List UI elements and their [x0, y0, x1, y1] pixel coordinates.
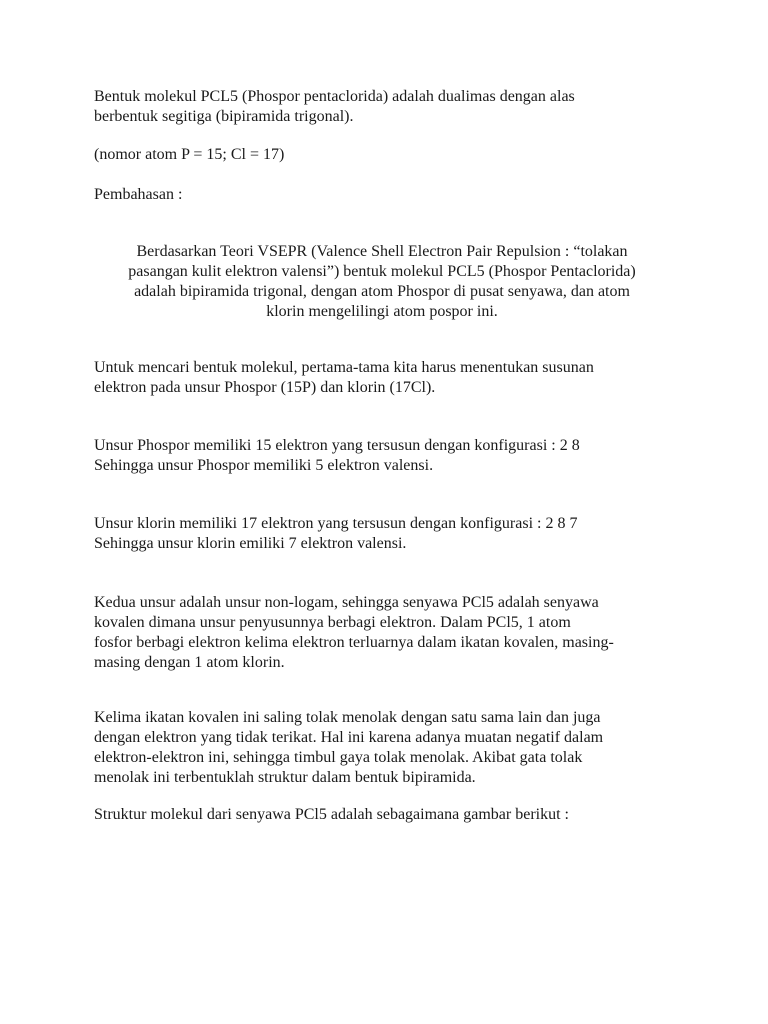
atomic-numbers-note [94, 145, 654, 165]
configuration-intro-line-1: Untuk mencari bentuk molekul, pertama-tama kita harus menentukan susunan [94, 359, 594, 376]
covalent-line-3: fosfor berbagi elektron kelima elektron terluarnya dalam ikatan kovalen, masing- [94, 634, 614, 651]
configuration-intro-paragraph [94, 358, 654, 398]
covalent-line-4: masing dengan 1 atom klorin. [94, 654, 285, 671]
section-heading [94, 185, 654, 205]
covalent-line-2: kovalen dimana unsur penyusunnya berbagi elektron. Dalam PCl5, 1 atom [94, 614, 571, 631]
covalent-paragraph [94, 593, 654, 673]
phosphorus-line-1: Unsur Phospor memiliki 15 elektron yang tersusun dengan konfigurasi : 2 8 [94, 437, 580, 454]
closing-paragraph [94, 805, 654, 825]
heading-text: Pembahasan : [94, 186, 183, 203]
chlorine-paragraph [94, 514, 654, 554]
chlorine-line-1: Unsur klorin memiliki 17 elektron yang tersusun dengan konfigurasi : 2 8 7 [94, 515, 578, 532]
vsepr-line-1: Berdasarkan Teori VSEPR (Valence Shell Electron Pair Repulsion : “tolakan [136, 243, 628, 260]
covalent-line-1: Kedua unsur adalah unsur non-logam, sehingga senyawa PCl5 adalah senyawa [94, 594, 599, 611]
phosphorus-line-2: Sehingga unsur Phospor memiliki 5 elektron valensi. [94, 457, 434, 474]
intro-paragraph [94, 87, 654, 127]
repulsion-paragraph [94, 708, 654, 788]
atomic-numbers-line: (nomor atom P = 15; Cl = 17) [94, 146, 285, 163]
vsepr-line-3: adalah bipiramida trigonal, dengan atom Phospor di pusat senyawa, dan atom [134, 283, 630, 300]
chlorine-line-2: Sehingga unsur klorin emiliki 7 elektron valensi. [94, 535, 407, 552]
vsepr-line-4: klorin mengelilingi atom pospor ini. [266, 303, 498, 320]
repulsion-line-3: elektron-elektron ini, sehingga timbul gaya tolak menolak. Akibat gata tolak [94, 749, 583, 766]
phosphorus-paragraph [94, 436, 654, 476]
closing-line: Struktur molekul dari senyawa PCl5 adalah sebagaimana gambar berikut : [94, 806, 569, 823]
configuration-intro-line-2: elektron pada unsur Phospor (15P) dan klorin (17Cl). [94, 379, 436, 396]
repulsion-line-2: dengan elektron yang tidak terikat. Hal ini karena adanya muatan negatif dalam [94, 729, 604, 746]
intro-line-2: berbentuk segitiga (bipiramida trigonal). [94, 108, 354, 125]
repulsion-line-4: menolak ini terbentuklah struktur dalam bentuk bipiramida. [94, 769, 476, 786]
intro-line-1: Bentuk molekul PCL5 (Phospor pentaclorida) adalah dualimas dengan alas [94, 88, 575, 105]
repulsion-line-1: Kelima ikatan kovalen ini saling tolak menolak dengan satu sama lain dan juga [94, 709, 601, 726]
vsepr-paragraph [94, 242, 670, 322]
vsepr-line-2: pasangan kulit elektron valensi”) bentuk molekul PCL5 (Phospor Pentaclorida) [128, 263, 636, 280]
